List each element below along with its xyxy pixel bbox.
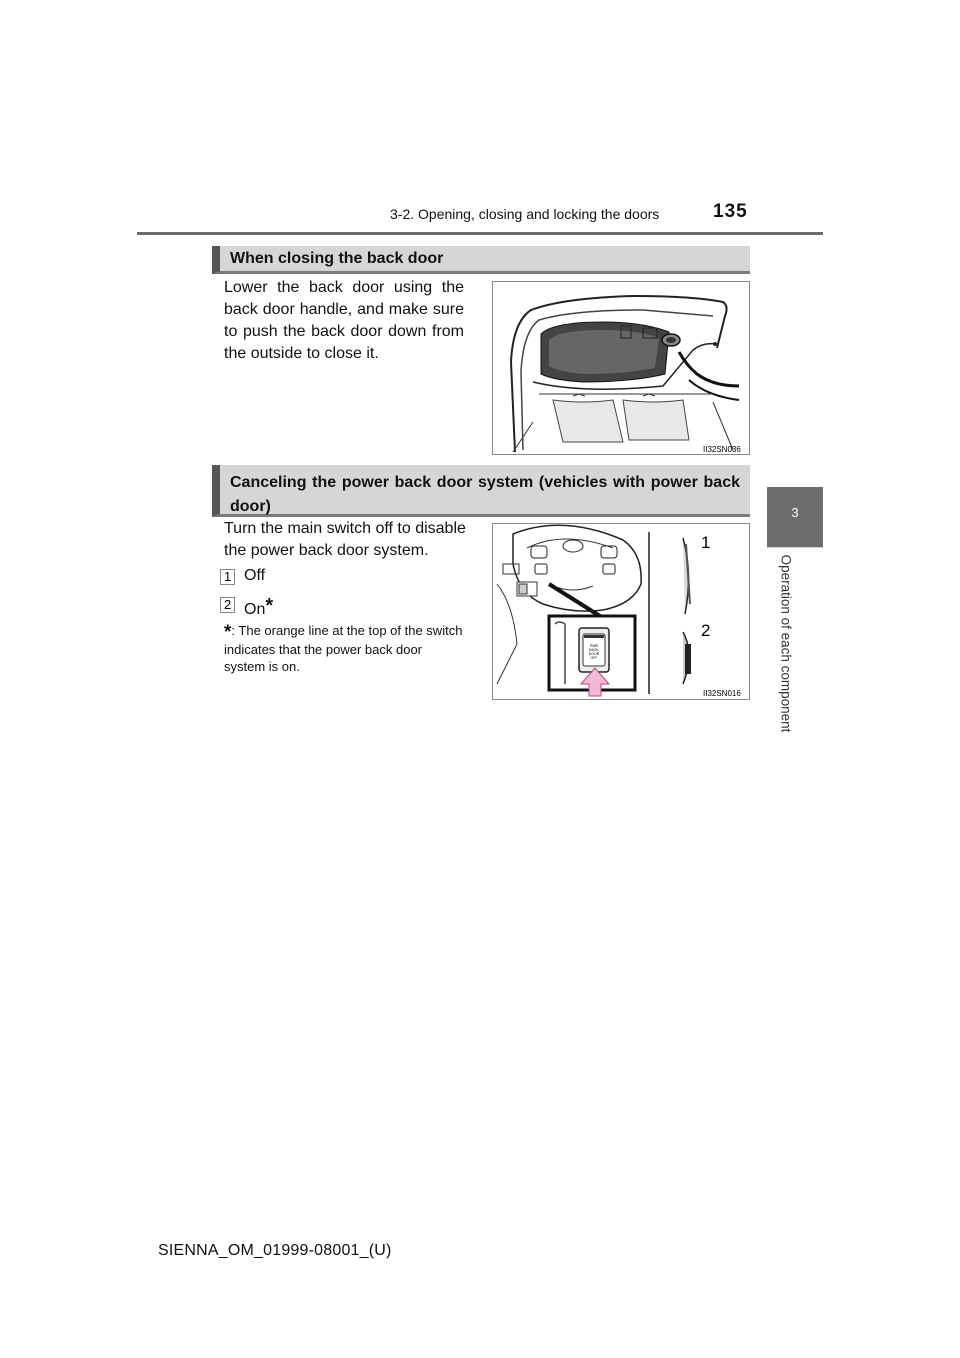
image-code: II32SN016	[703, 689, 741, 698]
svg-text:DOOR: DOOR	[588, 652, 600, 656]
svg-text:1: 1	[224, 569, 232, 584]
canceling-instructions: Turn the main switch off to disable the power back door system.	[224, 520, 466, 559]
main-switch-drawing	[493, 524, 750, 700]
item-on-label: On*	[244, 595, 274, 618]
image-code: II32SN036	[703, 445, 741, 454]
callout-2: 2	[701, 621, 711, 640]
header-section-title: 3-2. Opening, closing and locking the doors	[390, 206, 660, 222]
item-off-label: Off	[244, 567, 266, 584]
header-rule	[137, 232, 823, 235]
section-heading-closing-back-door: When closing the back door	[212, 246, 750, 274]
svg-text:2: 2	[224, 597, 232, 612]
back-door-drawing	[493, 282, 750, 455]
svg-text:BACK: BACK	[589, 648, 599, 652]
chapter-tab-label: Operation of each component	[778, 554, 794, 733]
number-1-icon	[220, 569, 236, 585]
number-2-icon	[220, 597, 236, 613]
document-code: SIENNA_OM_01999-08001_(U)	[158, 1242, 392, 1259]
footnote	[224, 622, 464, 675]
chapter-tab-divider	[767, 547, 823, 548]
footnote-text: : The orange line at the top of the switch indicates that the power back door system is on.	[224, 623, 463, 674]
main-switch-illustration	[492, 523, 750, 700]
footnote-asterisk: *	[224, 622, 232, 643]
page-number: 135	[713, 201, 748, 222]
closing-instructions: Lower the back door using the back door handle, and make sure to push the back door down from the outside to close it.	[224, 279, 464, 362]
back-door-illustration	[492, 281, 750, 455]
svg-text:PWR: PWR	[589, 644, 599, 648]
section-heading-canceling-power-back-door: Canceling the power back door system (vehicles with power back door)	[212, 465, 750, 517]
svg-text:OFF: OFF	[590, 656, 598, 660]
asterisk-mark: *	[265, 595, 274, 617]
chapter-tab-number: 3	[791, 505, 799, 520]
callout-1: 1	[701, 533, 711, 552]
